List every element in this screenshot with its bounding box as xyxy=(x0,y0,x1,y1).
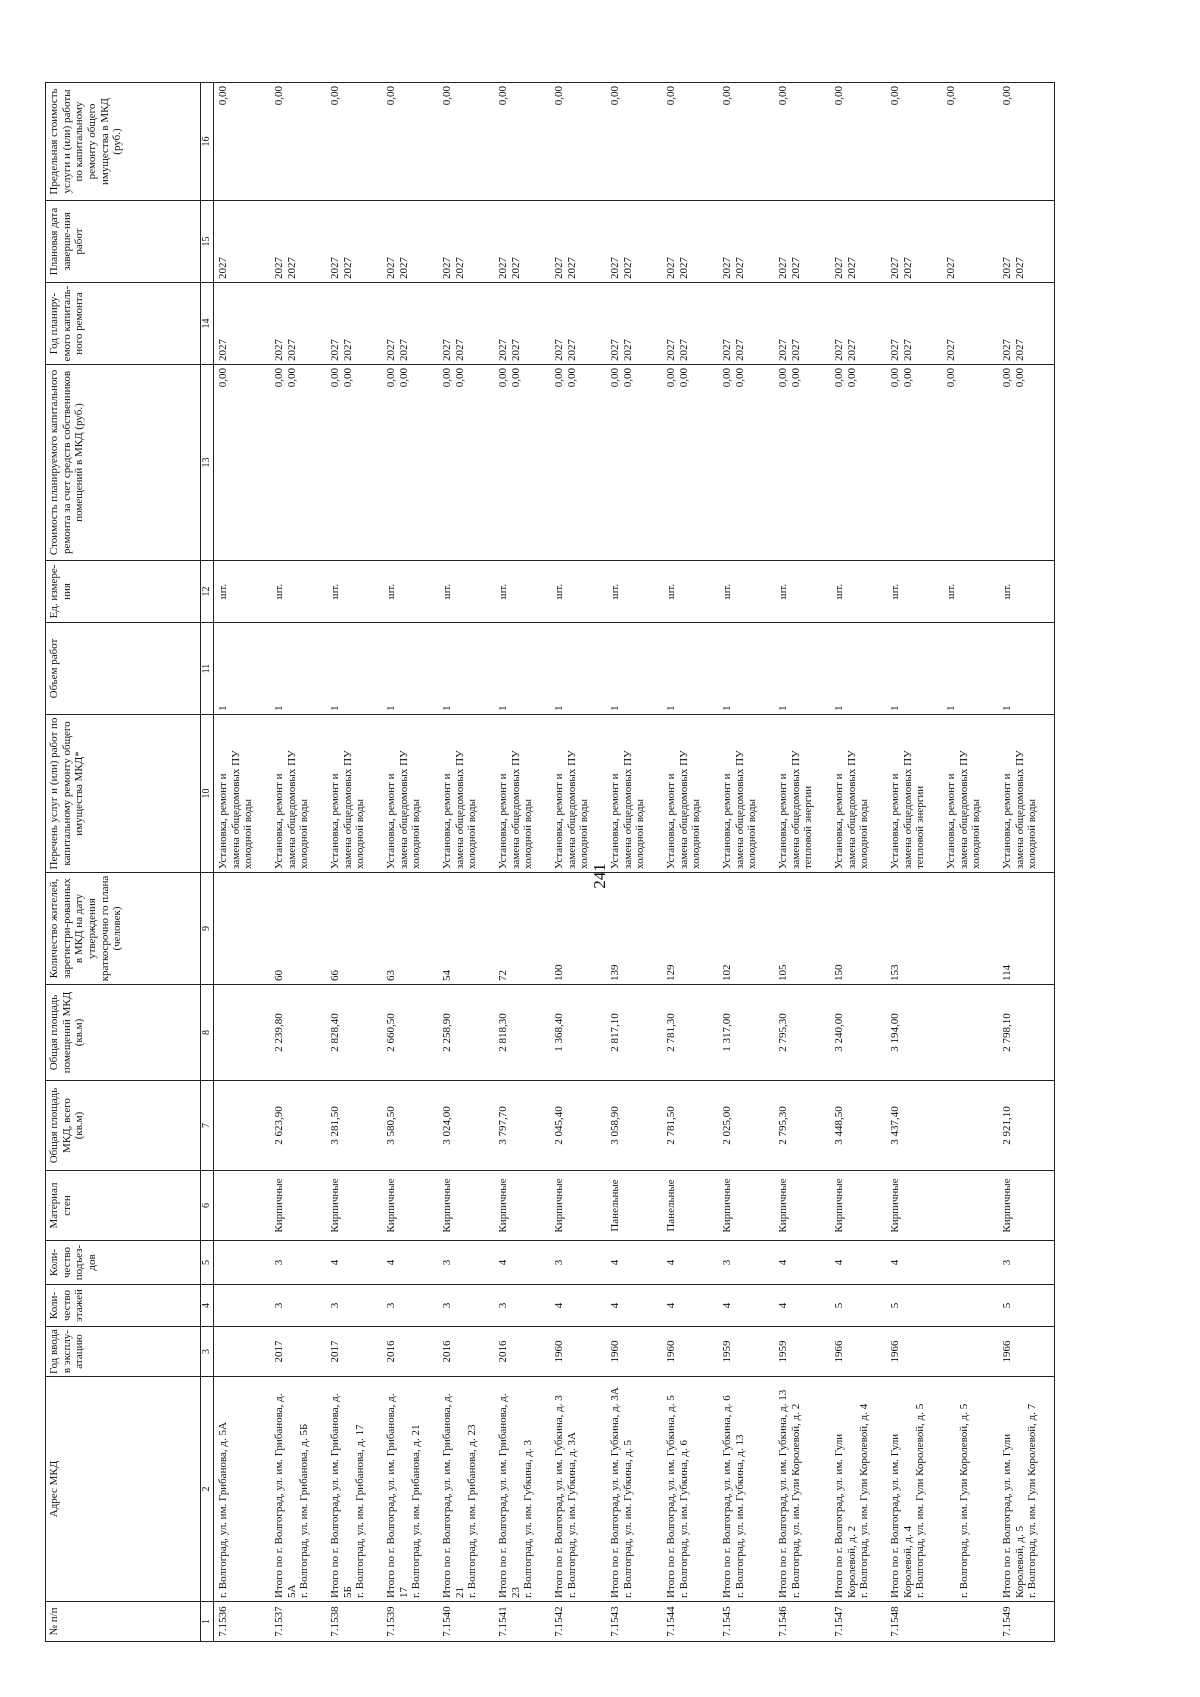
plan-year-cell: 2027 2027 xyxy=(270,283,326,365)
entrances-cell xyxy=(942,1241,998,1285)
finish-date-cell: 2027 2027 xyxy=(830,201,886,283)
column-number-2: 2 xyxy=(201,1377,214,1602)
finish-date-cell: 2027 2027 xyxy=(886,201,942,283)
address-cell: Итого по г. Волгоград, ул. им. Грибанова, д. 21 г. Волгоград, ул. им. Грибанова, д. 23 xyxy=(438,1377,494,1602)
unit-cell: шт. xyxy=(718,561,774,623)
wall-material-cell: Панельные xyxy=(662,1171,718,1241)
column-header-15: Плановая дата заверше-ния работ xyxy=(46,201,201,283)
total-area-cell: 3 580,50 xyxy=(382,1081,438,1171)
rooms-area-cell: 2 795,30 xyxy=(774,985,830,1081)
entrances-cell: 3 xyxy=(718,1241,774,1285)
finish-date-cell: 2027 2027 xyxy=(550,201,606,283)
plan-year-cell: 2027 2027 xyxy=(438,283,494,365)
column-number-15: 15 xyxy=(201,201,214,283)
floors-cell: 3 xyxy=(494,1285,550,1327)
row-number: 7.1543 xyxy=(606,1602,662,1642)
volume-cell: 1 xyxy=(550,623,606,715)
row-number: 7.1536 xyxy=(214,1602,271,1642)
rooms-area-cell: 1 317,00 xyxy=(718,985,774,1081)
column-header-7: Общая площадь МКД, всего (кв.м) xyxy=(46,1081,201,1171)
table-row xyxy=(942,83,998,1642)
residents-cell: 105 xyxy=(774,873,830,985)
table-row xyxy=(214,83,271,1642)
cost-cell: 0,00 0,00 xyxy=(270,365,326,561)
work-list-cell: Установка, ремонт и замена общедомовых ПУ тепловой энергии xyxy=(886,715,942,873)
unit-cell: шт. xyxy=(438,561,494,623)
rooms-area-cell xyxy=(942,985,998,1081)
floors-cell: 5 xyxy=(886,1285,942,1327)
volume-cell: 1 xyxy=(606,623,662,715)
address-cell: Итого по г. Волгоград, ул. им. Губкина, д. 3А г. Волгоград, ул. им. Губкина, д. 5 xyxy=(606,1377,662,1602)
work-list-cell: Установка, ремонт и замена общедомовых ПУ холодной воды xyxy=(550,715,606,873)
residents-cell: 100 xyxy=(550,873,606,985)
plan-year-cell: 2027 2027 xyxy=(606,283,662,365)
unit-cell: шт. xyxy=(326,561,382,623)
repair-plan-table xyxy=(45,82,1055,1642)
volume-cell: 1 xyxy=(942,623,998,715)
address-cell: Итого по г. Волгоград, ул. им. Гули Королевой, д. 2 г. Волгоград, ул. им. Гули Королевой, д. 4 xyxy=(830,1377,886,1602)
table-row xyxy=(662,83,718,1642)
row-number: 7.1539 xyxy=(382,1602,438,1642)
work-list-cell: Установка, ремонт и замена общедомовых ПУ холодной воды xyxy=(830,715,886,873)
floors-cell: 5 xyxy=(830,1285,886,1327)
rooms-area-cell: 2 781,30 xyxy=(662,985,718,1081)
work-list-cell: Установка, ремонт и замена общедомовых ПУ холодной воды xyxy=(438,715,494,873)
unit-cell: шт. xyxy=(550,561,606,623)
volume-cell: 1 xyxy=(270,623,326,715)
unit-cell: шт. xyxy=(942,561,998,623)
year-built-cell xyxy=(214,1327,271,1377)
volume-cell: 1 xyxy=(662,623,718,715)
table-row xyxy=(326,83,382,1642)
total-area-cell: 2 623,90 xyxy=(270,1081,326,1171)
finish-date-cell: 2027 2027 xyxy=(662,201,718,283)
floors-cell: 4 xyxy=(606,1285,662,1327)
row-number: 7.1541 xyxy=(494,1602,550,1642)
volume-cell: 1 xyxy=(718,623,774,715)
year-built-cell: 1959 xyxy=(774,1327,830,1377)
residents-cell: 102 xyxy=(718,873,774,985)
wall-material-cell xyxy=(942,1171,998,1241)
finish-date-cell: 2027 2027 xyxy=(382,201,438,283)
column-number-16: 16 xyxy=(201,83,214,201)
cost-cell: 0,00 0,00 xyxy=(606,365,662,561)
column-number-11: 11 xyxy=(201,623,214,715)
wall-material-cell: Панельные xyxy=(606,1171,662,1241)
unit-cell: шт. xyxy=(606,561,662,623)
entrances-cell: 4 xyxy=(326,1241,382,1285)
year-built-cell: 1966 xyxy=(998,1327,1055,1377)
year-built-cell: 2016 xyxy=(382,1327,438,1377)
cost-cell: 0,00 0,00 xyxy=(998,365,1055,561)
finish-date-cell: 2027 xyxy=(942,201,998,283)
residents-cell: 66 xyxy=(326,873,382,985)
residents-cell: 54 xyxy=(438,873,494,985)
volume-cell: 1 xyxy=(214,623,271,715)
limit-cost-cell: 0,00 xyxy=(550,83,606,201)
column-header-5: Коли-чество подъез-дов xyxy=(46,1241,201,1285)
plan-year-cell: 2027 xyxy=(214,283,271,365)
column-header-3: Год ввода в эксплу-атацию xyxy=(46,1327,201,1377)
total-area-cell: 2 921,10 xyxy=(998,1081,1055,1171)
rooms-area-cell: 2 818,30 xyxy=(494,985,550,1081)
row-number: 7.1540 xyxy=(438,1602,494,1642)
work-list-cell: Установка, ремонт и замена общедомовых ПУ холодной воды xyxy=(326,715,382,873)
year-built-cell: 1959 xyxy=(718,1327,774,1377)
wall-material-cell: Кирпичные xyxy=(774,1171,830,1241)
total-area-cell: 3 437,40 xyxy=(886,1081,942,1171)
wall-material-cell: Кирпичные xyxy=(494,1171,550,1241)
column-number-12: 12 xyxy=(201,561,214,623)
year-built-cell: 2017 xyxy=(326,1327,382,1377)
unit-cell: шт. xyxy=(270,561,326,623)
plan-year-cell: 2027 xyxy=(942,283,998,365)
address-cell: Итого по г. Волгоград, ул. им. Грибанова, д. 5А г. Волгоград, ул. им. Грибанова, д. 5Б xyxy=(270,1377,326,1602)
unit-cell: шт. xyxy=(214,561,271,623)
address-cell: Итого по г. Волгоград, ул. им. Грибанова, д. 5Б г. Волгоград, ул. им. Грибанова, д. 17 xyxy=(326,1377,382,1602)
column-header-12: Ед. измере-ния xyxy=(46,561,201,623)
entrances-cell: 4 xyxy=(382,1241,438,1285)
table-row xyxy=(382,83,438,1642)
column-number-5: 5 xyxy=(201,1241,214,1285)
year-built-cell: 1966 xyxy=(830,1327,886,1377)
total-area-cell: 2 795,30 xyxy=(774,1081,830,1171)
cost-cell: 0,00 0,00 xyxy=(662,365,718,561)
entrances-cell: 4 xyxy=(886,1241,942,1285)
column-number-14: 14 xyxy=(201,283,214,365)
table-row xyxy=(774,83,830,1642)
floors-cell: 4 xyxy=(550,1285,606,1327)
finish-date-cell: 2027 xyxy=(214,201,271,283)
floors-cell: 3 xyxy=(270,1285,326,1327)
unit-cell: шт. xyxy=(494,561,550,623)
unit-cell: шт. xyxy=(662,561,718,623)
residents-cell: 129 xyxy=(662,873,718,985)
unit-cell: шт. xyxy=(774,561,830,623)
floors-cell xyxy=(214,1285,271,1327)
row-number: 7.1549 xyxy=(998,1602,1055,1642)
wall-material-cell: Кирпичные xyxy=(830,1171,886,1241)
cost-cell: 0,00 0,00 xyxy=(382,365,438,561)
total-area-cell: 2 781,50 xyxy=(662,1081,718,1171)
plan-year-cell: 2027 2027 xyxy=(550,283,606,365)
limit-cost-cell: 0,00 xyxy=(886,83,942,201)
address-cell: Итого по г. Волгоград, ул. им. Гули Королевой, д. 5 г. Волгоград, ул. им. Гули Королевой, д. 7 xyxy=(998,1377,1055,1602)
cost-cell: 0,00 0,00 xyxy=(438,365,494,561)
table-row xyxy=(998,83,1055,1642)
column-header-8: Общая площадь помещений МКД (кв.м) xyxy=(46,985,201,1081)
plan-year-cell: 2027 2027 xyxy=(494,283,550,365)
wall-material-cell: Кирпичные xyxy=(438,1171,494,1241)
volume-cell: 1 xyxy=(830,623,886,715)
table-row xyxy=(494,83,550,1642)
column-header-4: Коли-чество этажей xyxy=(46,1285,201,1327)
address-cell: Итого по г. Волгоград, ул. им. Грибанова, д. 17 г. Волгоград, ул. им. Грибанова, д. 21 xyxy=(382,1377,438,1602)
volume-cell: 1 xyxy=(438,623,494,715)
rooms-area-cell: 1 368,40 xyxy=(550,985,606,1081)
rooms-area-cell: 2 817,10 xyxy=(606,985,662,1081)
row-number: 7.1545 xyxy=(718,1602,774,1642)
column-header-1: № п/п xyxy=(46,1602,201,1642)
limit-cost-cell: 0,00 xyxy=(774,83,830,201)
total-area-cell: 3 797,70 xyxy=(494,1081,550,1171)
column-number-13: 13 xyxy=(201,365,214,561)
plan-year-cell: 2027 2027 xyxy=(718,283,774,365)
entrances-cell: 3 xyxy=(270,1241,326,1285)
row-number xyxy=(942,1602,998,1642)
plan-year-cell: 2027 2027 xyxy=(662,283,718,365)
wall-material-cell: Кирпичные xyxy=(886,1171,942,1241)
residents-cell: 150 xyxy=(830,873,886,985)
rooms-area-cell: 2 828,40 xyxy=(326,985,382,1081)
column-number-1: 1 xyxy=(201,1602,214,1642)
wall-material-cell: Кирпичные xyxy=(382,1171,438,1241)
total-area-cell xyxy=(942,1081,998,1171)
table-row xyxy=(550,83,606,1642)
address-cell: г. Волгоград, ул. им. Грибанова, д. 5А xyxy=(214,1377,271,1602)
row-number: 7.1547 xyxy=(830,1602,886,1642)
entrances-cell: 3 xyxy=(550,1241,606,1285)
header-row xyxy=(46,83,201,1642)
column-number-3: 3 xyxy=(201,1327,214,1377)
table-row xyxy=(270,83,326,1642)
unit-cell: шт. xyxy=(382,561,438,623)
column-header-9: Количество жителей, зарегистри-рованных в МКД на дату утверждения краткосрочно го плана (человек) xyxy=(46,873,201,985)
entrances-cell: 3 xyxy=(998,1241,1055,1285)
rooms-area-cell xyxy=(214,985,271,1081)
unit-cell: шт. xyxy=(830,561,886,623)
cost-cell: 0,00 0,00 xyxy=(830,365,886,561)
table-row xyxy=(886,83,942,1642)
floors-cell: 4 xyxy=(774,1285,830,1327)
finish-date-cell: 2027 2027 xyxy=(494,201,550,283)
residents-cell: 153 xyxy=(886,873,942,985)
column-header-10: Перечень услуг и (или) работ по капитальному ремонту общего имущества МКД* xyxy=(46,715,201,873)
work-list-cell: Установка, ремонт и замена общедомовых ПУ холодной воды xyxy=(998,715,1055,873)
volume-cell: 1 xyxy=(382,623,438,715)
work-list-cell: Установка, ремонт и замена общедомовых ПУ холодной воды xyxy=(382,715,438,873)
table-row xyxy=(830,83,886,1642)
rotated-sheet xyxy=(45,82,1155,1642)
cost-cell: 0,00 0,00 xyxy=(326,365,382,561)
plan-year-cell: 2027 2027 xyxy=(830,283,886,365)
column-header-6: Материал стен xyxy=(46,1171,201,1241)
address-cell: г. Волгоград, ул. им. Гули Королевой, д. 5 xyxy=(942,1377,998,1602)
column-header-14: Год планиру-емого капиталь-ного ремонта xyxy=(46,283,201,365)
unit-cell: шт. xyxy=(886,561,942,623)
residents-cell: 60 xyxy=(270,873,326,985)
column-number-10: 10 xyxy=(201,715,214,873)
residents-cell xyxy=(942,873,998,985)
table-body xyxy=(214,83,1055,1642)
limit-cost-cell: 0,00 xyxy=(718,83,774,201)
year-built-cell: 1960 xyxy=(662,1327,718,1377)
volume-cell: 1 xyxy=(494,623,550,715)
year-built-cell: 2016 xyxy=(438,1327,494,1377)
work-list-cell: Установка, ремонт и замена общедомовых ПУ холодной воды xyxy=(214,715,271,873)
finish-date-cell: 2027 2027 xyxy=(774,201,830,283)
floors-cell: 3 xyxy=(438,1285,494,1327)
address-cell: Итого по г. Волгоград, ул. им. Грибанова, д. 23 г. Волгоград, ул. им. Губкина, д. 3 xyxy=(494,1377,550,1602)
finish-date-cell: 2027 2027 xyxy=(270,201,326,283)
wall-material-cell xyxy=(214,1171,271,1241)
total-area-cell: 3 281,50 xyxy=(326,1081,382,1171)
column-number-row xyxy=(201,83,214,1642)
entrances-cell xyxy=(214,1241,271,1285)
limit-cost-cell: 0,00 xyxy=(606,83,662,201)
total-area-cell: 3 448,50 xyxy=(830,1081,886,1171)
address-cell: Итого по г. Волгоград, ул. им. Губкина, д. 6 г. Волгоград, ул. им. Губкина, д. 13 xyxy=(718,1377,774,1602)
address-cell: Итого по г. Волгоград, ул. им. Губкина, д. 5 г. Волгоград, ул. им. Губкина, д. 6 xyxy=(662,1377,718,1602)
work-list-cell: Установка, ремонт и замена общедомовых ПУ холодной воды xyxy=(494,715,550,873)
residents-cell: 114 xyxy=(998,873,1055,985)
row-number: 7.1546 xyxy=(774,1602,830,1642)
row-number: 7.1542 xyxy=(550,1602,606,1642)
finish-date-cell: 2027 2027 xyxy=(438,201,494,283)
entrances-cell: 4 xyxy=(494,1241,550,1285)
finish-date-cell: 2027 2027 xyxy=(998,201,1055,283)
wall-material-cell: Кирпичные xyxy=(718,1171,774,1241)
work-list-cell: Установка, ремонт и замена общедомовых ПУ холодной воды xyxy=(718,715,774,873)
work-list-cell: Установка, ремонт и замена общедомовых ПУ холодной воды xyxy=(270,715,326,873)
limit-cost-cell: 0,00 xyxy=(662,83,718,201)
limit-cost-cell: 0,00 xyxy=(214,83,271,201)
column-header-2: Адрес МКД xyxy=(46,1377,201,1602)
limit-cost-cell: 0,00 xyxy=(382,83,438,201)
total-area-cell: 2 045,40 xyxy=(550,1081,606,1171)
wall-material-cell: Кирпичные xyxy=(998,1171,1055,1241)
rooms-area-cell: 2 660,50 xyxy=(382,985,438,1081)
residents-cell: 72 xyxy=(494,873,550,985)
cost-cell: 0,00 0,00 xyxy=(886,365,942,561)
row-number: 7.1544 xyxy=(662,1602,718,1642)
address-cell: Итого по г. Волгоград, ул. им. Губкина, д. 3 г. Волгоград, ул. им. Губкина, д. 3А xyxy=(550,1377,606,1602)
total-area-cell: 3 058,90 xyxy=(606,1081,662,1171)
limit-cost-cell: 0,00 xyxy=(438,83,494,201)
work-list-cell: Установка, ремонт и замена общедомовых ПУ холодной воды xyxy=(942,715,998,873)
entrances-cell: 4 xyxy=(606,1241,662,1285)
cost-cell: 0,00 xyxy=(214,365,271,561)
entrances-cell: 4 xyxy=(662,1241,718,1285)
rooms-area-cell: 2 239,80 xyxy=(270,985,326,1081)
column-number-9: 9 xyxy=(201,873,214,985)
entrances-cell: 4 xyxy=(830,1241,886,1285)
rooms-area-cell: 3 240,00 xyxy=(830,985,886,1081)
rooms-area-cell: 2 258,90 xyxy=(438,985,494,1081)
wall-material-cell: Кирпичные xyxy=(550,1171,606,1241)
volume-cell: 1 xyxy=(998,623,1055,715)
entrances-cell: 4 xyxy=(774,1241,830,1285)
column-number-6: 6 xyxy=(201,1171,214,1241)
cost-cell: 0,00 xyxy=(942,365,998,561)
cost-cell: 0,00 0,00 xyxy=(494,365,550,561)
column-number-7: 7 xyxy=(201,1081,214,1171)
residents-cell: 63 xyxy=(382,873,438,985)
finish-date-cell: 2027 2027 xyxy=(718,201,774,283)
floors-cell: 5 xyxy=(998,1285,1055,1327)
column-header-11: Объем работ xyxy=(46,623,201,715)
limit-cost-cell: 0,00 xyxy=(830,83,886,201)
floors-cell: 4 xyxy=(718,1285,774,1327)
column-number-4: 4 xyxy=(201,1285,214,1327)
finish-date-cell: 2027 2027 xyxy=(606,201,662,283)
row-number: 7.1548 xyxy=(886,1602,942,1642)
year-built-cell: 1960 xyxy=(550,1327,606,1377)
table-row xyxy=(718,83,774,1642)
page-number: 241 xyxy=(590,863,609,889)
cost-cell: 0,00 0,00 xyxy=(774,365,830,561)
work-list-cell: Установка, ремонт и замена общедомовых ПУ холодной воды xyxy=(662,715,718,873)
column-header-13: Стоимость планируемого капитального ремонта за счет средств собственников помещений в МКД (руб.) xyxy=(46,365,201,561)
volume-cell: 1 xyxy=(326,623,382,715)
floors-cell: 3 xyxy=(326,1285,382,1327)
cost-cell: 0,00 0,00 xyxy=(550,365,606,561)
work-list-cell: Установка, ремонт и замена общедомовых ПУ тепловой энергии xyxy=(774,715,830,873)
plan-year-cell: 2027 2027 xyxy=(886,283,942,365)
year-built-cell: 2016 xyxy=(494,1327,550,1377)
limit-cost-cell: 0,00 xyxy=(270,83,326,201)
rooms-area-cell: 2 798,10 xyxy=(998,985,1055,1081)
plan-year-cell: 2027 2027 xyxy=(382,283,438,365)
unit-cell: шт. xyxy=(998,561,1055,623)
wall-material-cell: Кирпичные xyxy=(326,1171,382,1241)
row-number: 7.1538 xyxy=(326,1602,382,1642)
plan-year-cell: 2027 2027 xyxy=(326,283,382,365)
year-built-cell: 2017 xyxy=(270,1327,326,1377)
limit-cost-cell: 0,00 xyxy=(942,83,998,201)
volume-cell: 1 xyxy=(886,623,942,715)
floors-cell: 3 xyxy=(382,1285,438,1327)
rooms-area-cell: 3 194,00 xyxy=(886,985,942,1081)
year-built-cell: 1960 xyxy=(606,1327,662,1377)
column-header-16: Предельная стоимость услуги и (или) работы по капитальному ремонту общего имущества в МКД (руб.) xyxy=(46,83,201,201)
address-cell: Итого по г. Волгоград, ул. им. Гули Королевой, д. 4 г. Волгоград, ул. им. Гули Королевой, д. 5 xyxy=(886,1377,942,1602)
plan-year-cell: 2027 2027 xyxy=(998,283,1055,365)
total-area-cell: 2 025,00 xyxy=(718,1081,774,1171)
year-built-cell xyxy=(942,1327,998,1377)
total-area-cell: 3 024,00 xyxy=(438,1081,494,1171)
row-number: 7.1537 xyxy=(270,1602,326,1642)
limit-cost-cell: 0,00 xyxy=(326,83,382,201)
volume-cell: 1 xyxy=(774,623,830,715)
floors-cell xyxy=(942,1285,998,1327)
limit-cost-cell: 0,00 xyxy=(998,83,1055,201)
residents-cell: 139 xyxy=(606,873,662,985)
total-area-cell xyxy=(214,1081,271,1171)
address-cell: Итого по г. Волгоград, ул. им. Губкина, д. 13 г. Волгоград, ул. им. Гули Королевой, д. 2 xyxy=(774,1377,830,1602)
residents-cell xyxy=(214,873,271,985)
floors-cell: 4 xyxy=(662,1285,718,1327)
work-list-cell: Установка, ремонт и замена общедомовых ПУ холодной воды xyxy=(606,715,662,873)
table-row xyxy=(438,83,494,1642)
wall-material-cell: Кирпичные xyxy=(270,1171,326,1241)
year-built-cell: 1966 xyxy=(886,1327,942,1377)
cost-cell: 0,00 0,00 xyxy=(718,365,774,561)
table-row xyxy=(606,83,662,1642)
column-number-8: 8 xyxy=(201,985,214,1081)
plan-year-cell: 2027 2027 xyxy=(774,283,830,365)
finish-date-cell: 2027 2027 xyxy=(326,201,382,283)
limit-cost-cell: 0,00 xyxy=(494,83,550,201)
entrances-cell: 3 xyxy=(438,1241,494,1285)
